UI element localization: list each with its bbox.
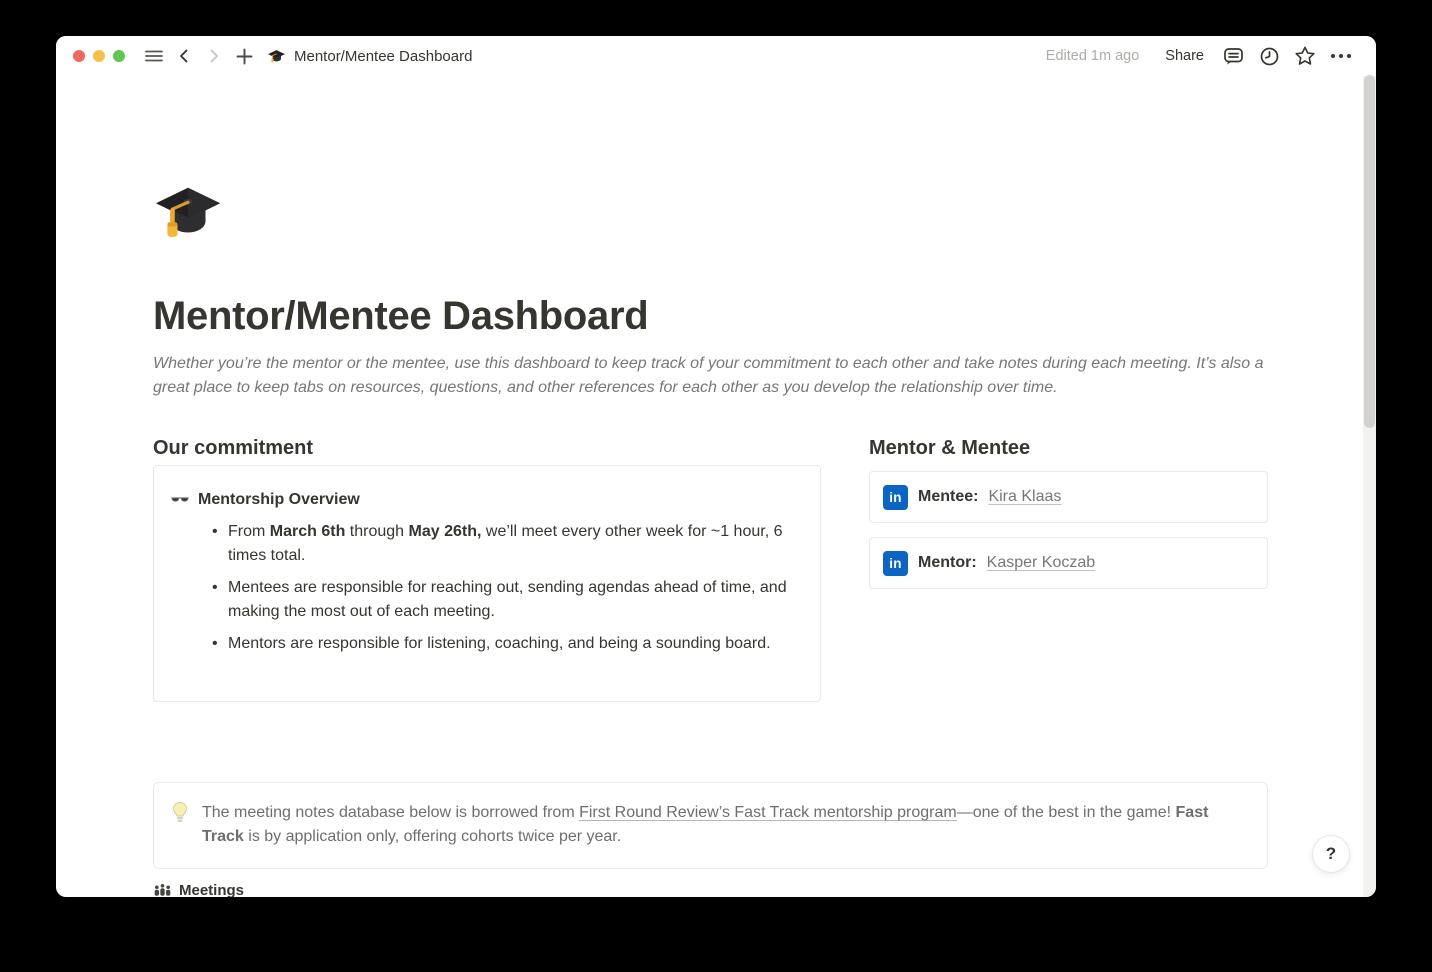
window-page-title: Mentor/Mentee Dashboard [294, 47, 473, 65]
inline-link[interactable]: First Round Review’s Fast Track mentorship program [579, 804, 957, 821]
meetings-label: Meetings [179, 882, 245, 897]
mentor-card[interactable] [869, 537, 1268, 589]
bullet-item: • From March 6th through May 26th, we’ll meet every other week for ~1 hour, 6 times total. [212, 520, 804, 568]
mentor-link[interactable]: Kasper Koczab [986, 554, 1096, 571]
forward-icon[interactable] [201, 43, 227, 69]
app-window [56, 36, 1376, 897]
people-column [869, 435, 1268, 702]
menu-icon[interactable] [141, 43, 167, 69]
scrollbar-thumb[interactable] [1364, 75, 1375, 428]
page-title: Mentor/Mentee Dashboard [153, 294, 649, 338]
callout-text: The meeting notes database below is borrowed from First Round Review’s Fast Track mentorship program—one of the best in the game! Fast Track is by application only, offering cohorts twice per year. [202, 804, 1209, 845]
titlebar [56, 36, 1376, 76]
commitment-bullet-list [170, 520, 804, 656]
star-favorite-icon[interactable] [1292, 43, 1318, 69]
titlebar-nav [141, 43, 257, 69]
people-icon [153, 882, 172, 897]
history-clock-icon[interactable] [1256, 43, 1282, 69]
edited-status: Edited 1m ago [1045, 48, 1140, 64]
commitment-heading: Our commitment [153, 437, 314, 459]
bullet-item: • Mentors are responsible for listening, coaching, and being a sounding board. [212, 632, 804, 656]
graduation-cap-icon[interactable] [153, 178, 225, 248]
page-content [153, 178, 1268, 897]
scrollbar-track[interactable] [1363, 76, 1376, 897]
mentorship-overview-toggle[interactable] [170, 488, 804, 512]
light-bulb-icon [170, 801, 190, 849]
linkedin-icon: in [883, 551, 908, 576]
mentee-card[interactable] [869, 471, 1268, 523]
mentee-label: Mentee: [918, 488, 979, 505]
linkedin-icon: in [883, 485, 908, 510]
help-button[interactable]: ? [1312, 835, 1350, 873]
mentor-label: Mentor: [918, 554, 977, 571]
titlebar-actions [1046, 43, 1354, 69]
callout-block [153, 782, 1268, 869]
new-tab-plus-icon[interactable] [231, 43, 257, 69]
close-window-button[interactable] [73, 50, 85, 62]
page-icon-small [267, 47, 286, 66]
comment-icon[interactable] [1220, 43, 1246, 69]
bullet-item: • Mentees are responsible for reaching out, sending agendas ahead of time, and making the most out of each meeting. [212, 576, 804, 624]
traffic-lights [73, 50, 125, 62]
page-description: Whether you’re the mentor or the mentee, use this dashboard to keep track of your commitment to each other and take notes during each meeting. It’s also a great place to keep tabs on resources, questions, and other references for each other as you develop the relationship over time. [153, 355, 1264, 396]
breadcrumb[interactable] [267, 47, 472, 66]
share-button[interactable]: Share [1165, 48, 1204, 64]
two-column-layout [153, 435, 1268, 702]
minimize-window-button[interactable] [93, 50, 105, 62]
zoom-window-button[interactable] [113, 50, 125, 62]
people-heading: Mentor & Mentee [869, 437, 1031, 459]
commitment-card [153, 465, 821, 702]
more-ellipsis-icon[interactable] [1328, 43, 1354, 69]
sunglasses-icon [170, 490, 190, 510]
mentee-link[interactable]: Kira Klaas [988, 488, 1062, 505]
mentorship-overview-title: Mentorship Overview [198, 491, 360, 508]
commitment-column [153, 435, 821, 702]
back-icon[interactable] [171, 43, 197, 69]
meetings-database-header[interactable] [153, 882, 1268, 897]
